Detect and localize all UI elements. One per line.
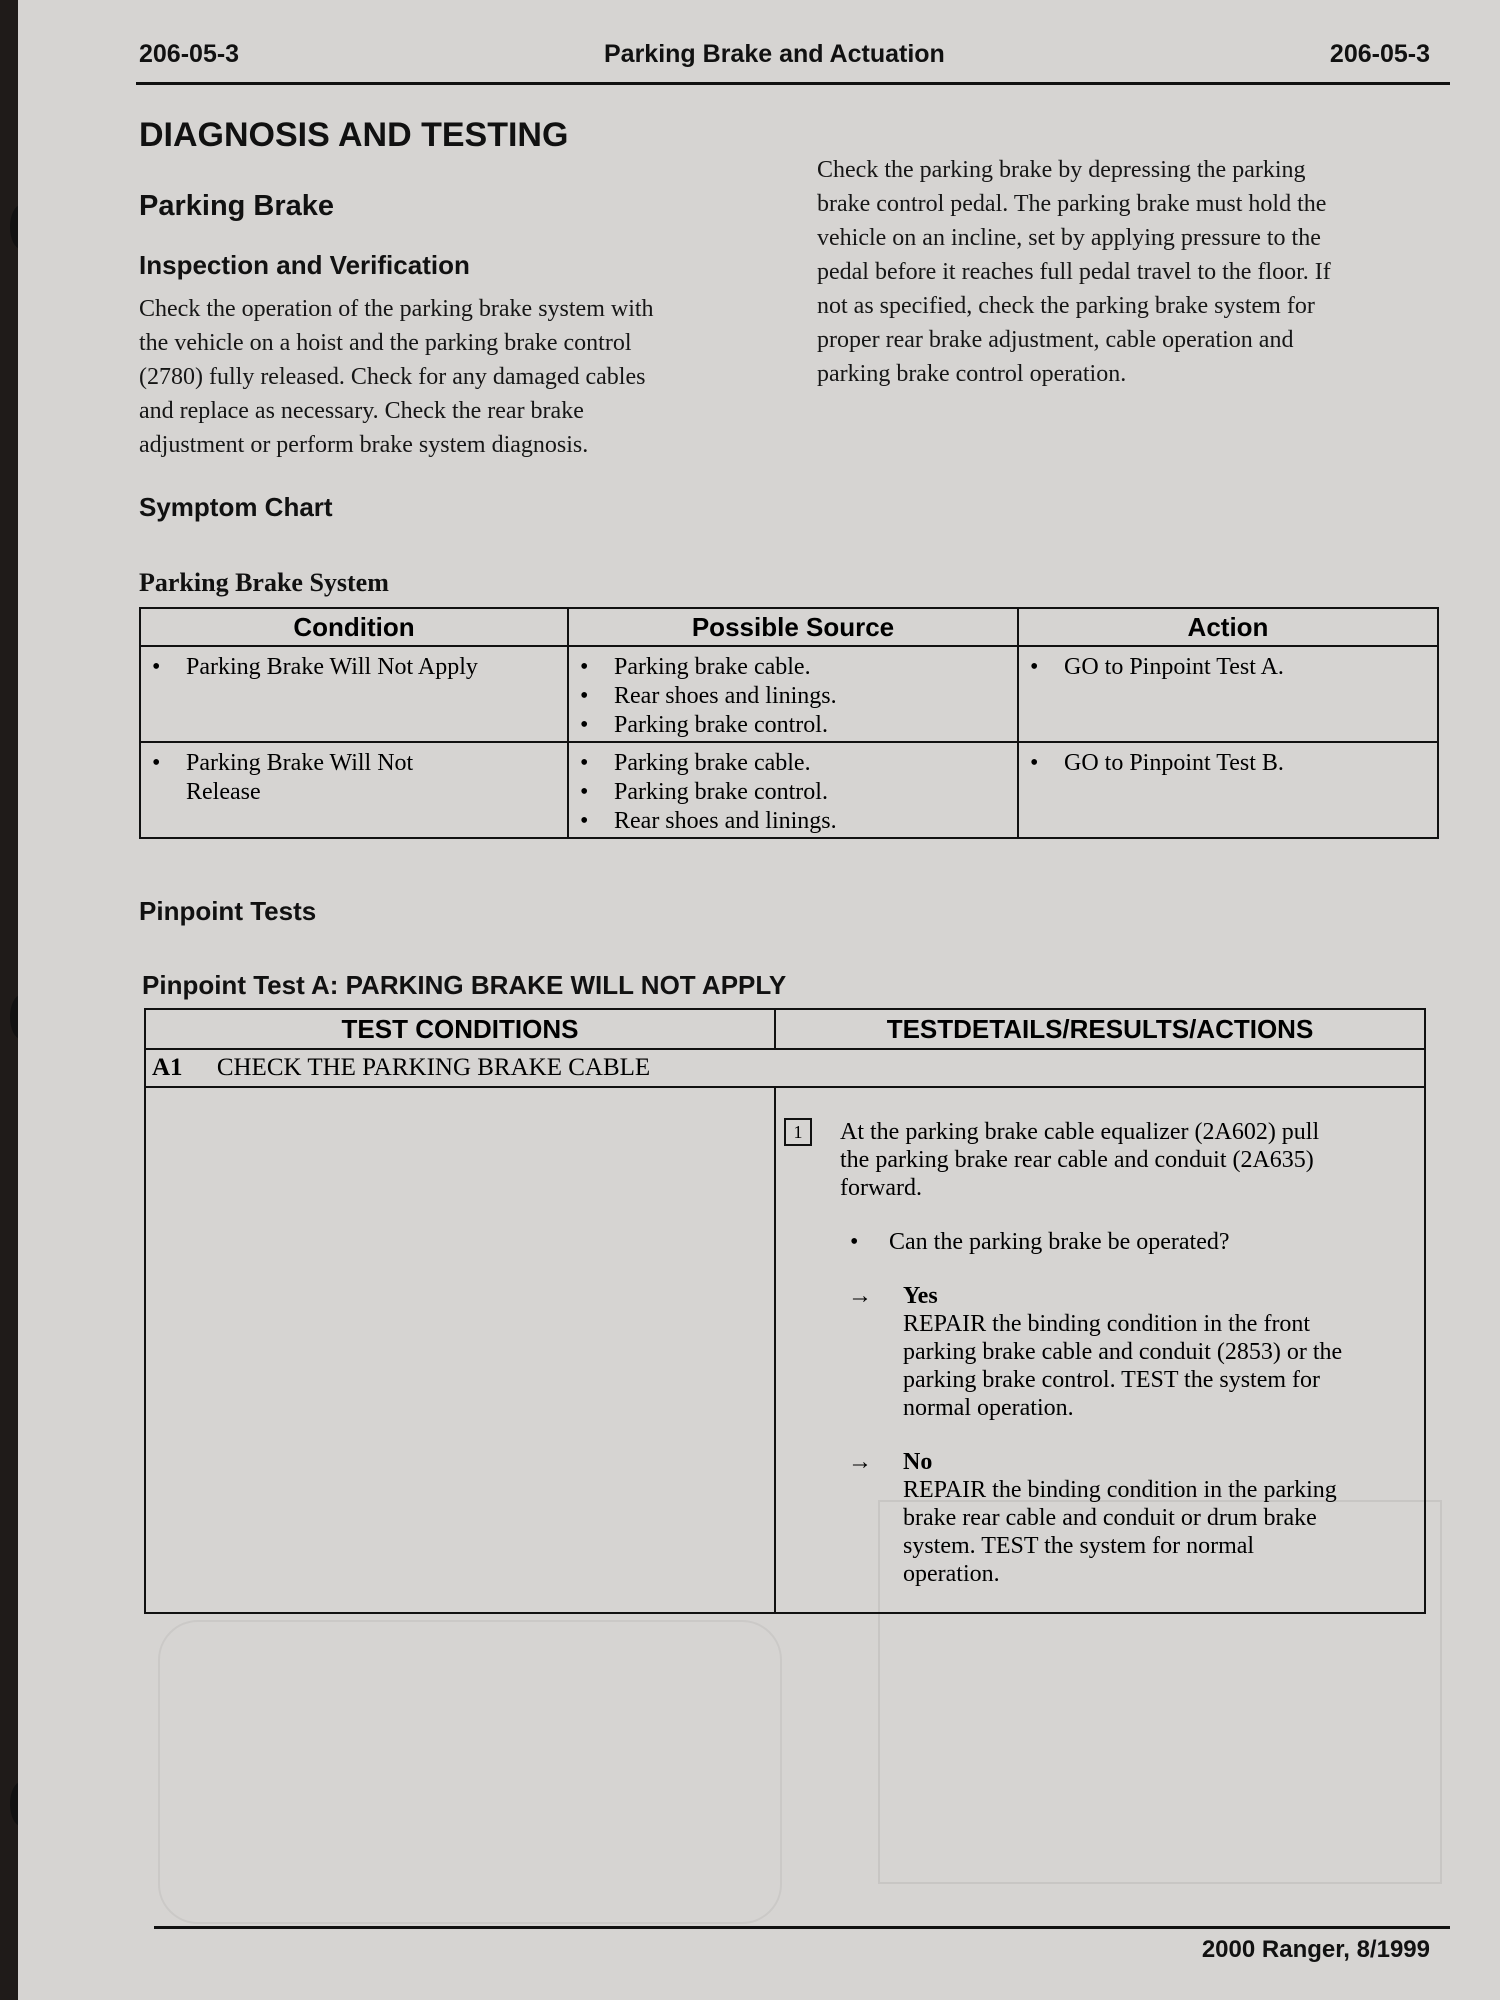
page-code-right: 206-05-3 bbox=[1329, 40, 1430, 68]
column-header: Action bbox=[1018, 608, 1438, 646]
page-title: Parking Brake and Actuation bbox=[604, 40, 945, 68]
pinpoint-heading: Pinpoint Tests bbox=[139, 896, 317, 926]
column-header: Possible Source bbox=[568, 608, 1018, 646]
no-branch: → No REPAIR the binding condition in the parking brake rear cable and conduit or drum brake system. TEST the system for normal operation. bbox=[848, 1449, 1337, 1587]
section-subtitle: Parking Brake bbox=[139, 190, 335, 222]
table-row bbox=[140, 646, 1438, 742]
test-conditions-cell bbox=[145, 1087, 775, 1613]
condition-cell: • Parking Brake Will Not Release bbox=[142, 749, 566, 807]
arrow-right-icon: → bbox=[848, 1449, 872, 1475]
pinpoint-table bbox=[144, 1008, 1426, 1614]
section-title: DIAGNOSIS AND TESTING bbox=[139, 116, 569, 154]
page-code-left: 206-05-3 bbox=[139, 40, 240, 68]
condition-cell: • Parking Brake Will Not Apply bbox=[142, 653, 566, 682]
action-cell: • GO to Pinpoint Test B. bbox=[1020, 749, 1436, 778]
source-item: • Rear shoes and linings. bbox=[570, 807, 1016, 836]
source-item: • Parking brake cable. bbox=[570, 653, 1016, 682]
instruction-line: At the parking brake cable equalizer (2A602) pull bbox=[840, 1119, 1320, 1145]
question: • Can the parking brake be operated? bbox=[850, 1229, 1230, 1255]
footer-text: 2000 Ranger, 8/1999 bbox=[1201, 1936, 1430, 1963]
inspection-heading: Inspection and Verification bbox=[139, 250, 470, 280]
step-number-box: 1 bbox=[784, 1118, 812, 1146]
column-header: Condition bbox=[140, 608, 568, 646]
symptom-table bbox=[139, 607, 1439, 839]
table-row bbox=[140, 742, 1438, 838]
header-rule bbox=[136, 82, 1450, 85]
source-item: • Rear shoes and linings. bbox=[570, 682, 1016, 711]
instruction-line: the parking brake rear cable and conduit (2A635) bbox=[840, 1147, 1314, 1173]
step-header bbox=[145, 1049, 1425, 1087]
step-title: CHECK THE PARKING BRAKE CABLE bbox=[216, 1054, 651, 1081]
symptom-table-title: Parking Brake System bbox=[139, 568, 389, 597]
inspection-paragraph: Check the operation of the parking brake system with the vehicle on a hoist and the parking brake control (2780) fully released. Check for any damaged cables and replace as necessary. Check the rear brake adjustment or perform brake system diagnosis. bbox=[139, 296, 654, 458]
manual-page bbox=[18, 0, 1500, 2000]
column-header: TESTDETAILS/RESULTS/ACTIONS bbox=[775, 1009, 1425, 1049]
right-column-paragraph: Check the parking brake by depressing the parking brake control pedal. The parking brake must hold the vehicle on an incline, set by applying pressure to the pedal before it reaches full pedal travel to the floor. If not as specified, check the parking brake system for proper rear brake adjustment, cable operation and parking brake control operation. bbox=[817, 157, 1331, 387]
test-details-cell bbox=[775, 1087, 1425, 1613]
column-header: TEST CONDITIONS bbox=[145, 1009, 775, 1049]
source-item: • Parking brake control. bbox=[570, 778, 1016, 807]
instruction-line: forward. bbox=[840, 1175, 922, 1201]
bleed-through-shadow bbox=[158, 1620, 782, 1924]
step-id: A1 bbox=[152, 1054, 183, 1081]
footer-rule bbox=[154, 1926, 1450, 1929]
source-item: • Parking brake control. bbox=[570, 711, 1016, 740]
arrow-right-icon: → bbox=[848, 1283, 872, 1309]
symptom-chart-heading: Symptom Chart bbox=[139, 492, 333, 522]
action-cell: • GO to Pinpoint Test A. bbox=[1020, 653, 1436, 682]
source-item: • Parking brake cable. bbox=[570, 749, 1016, 778]
yes-branch: → Yes REPAIR the binding condition in the front parking brake cable and conduit (2853) or the parking brake control. TEST the system for normal operation. bbox=[848, 1283, 1343, 1421]
pinpoint-test-title: Pinpoint Test A: PARKING BRAKE WILL NOT APPLY bbox=[142, 970, 787, 1000]
